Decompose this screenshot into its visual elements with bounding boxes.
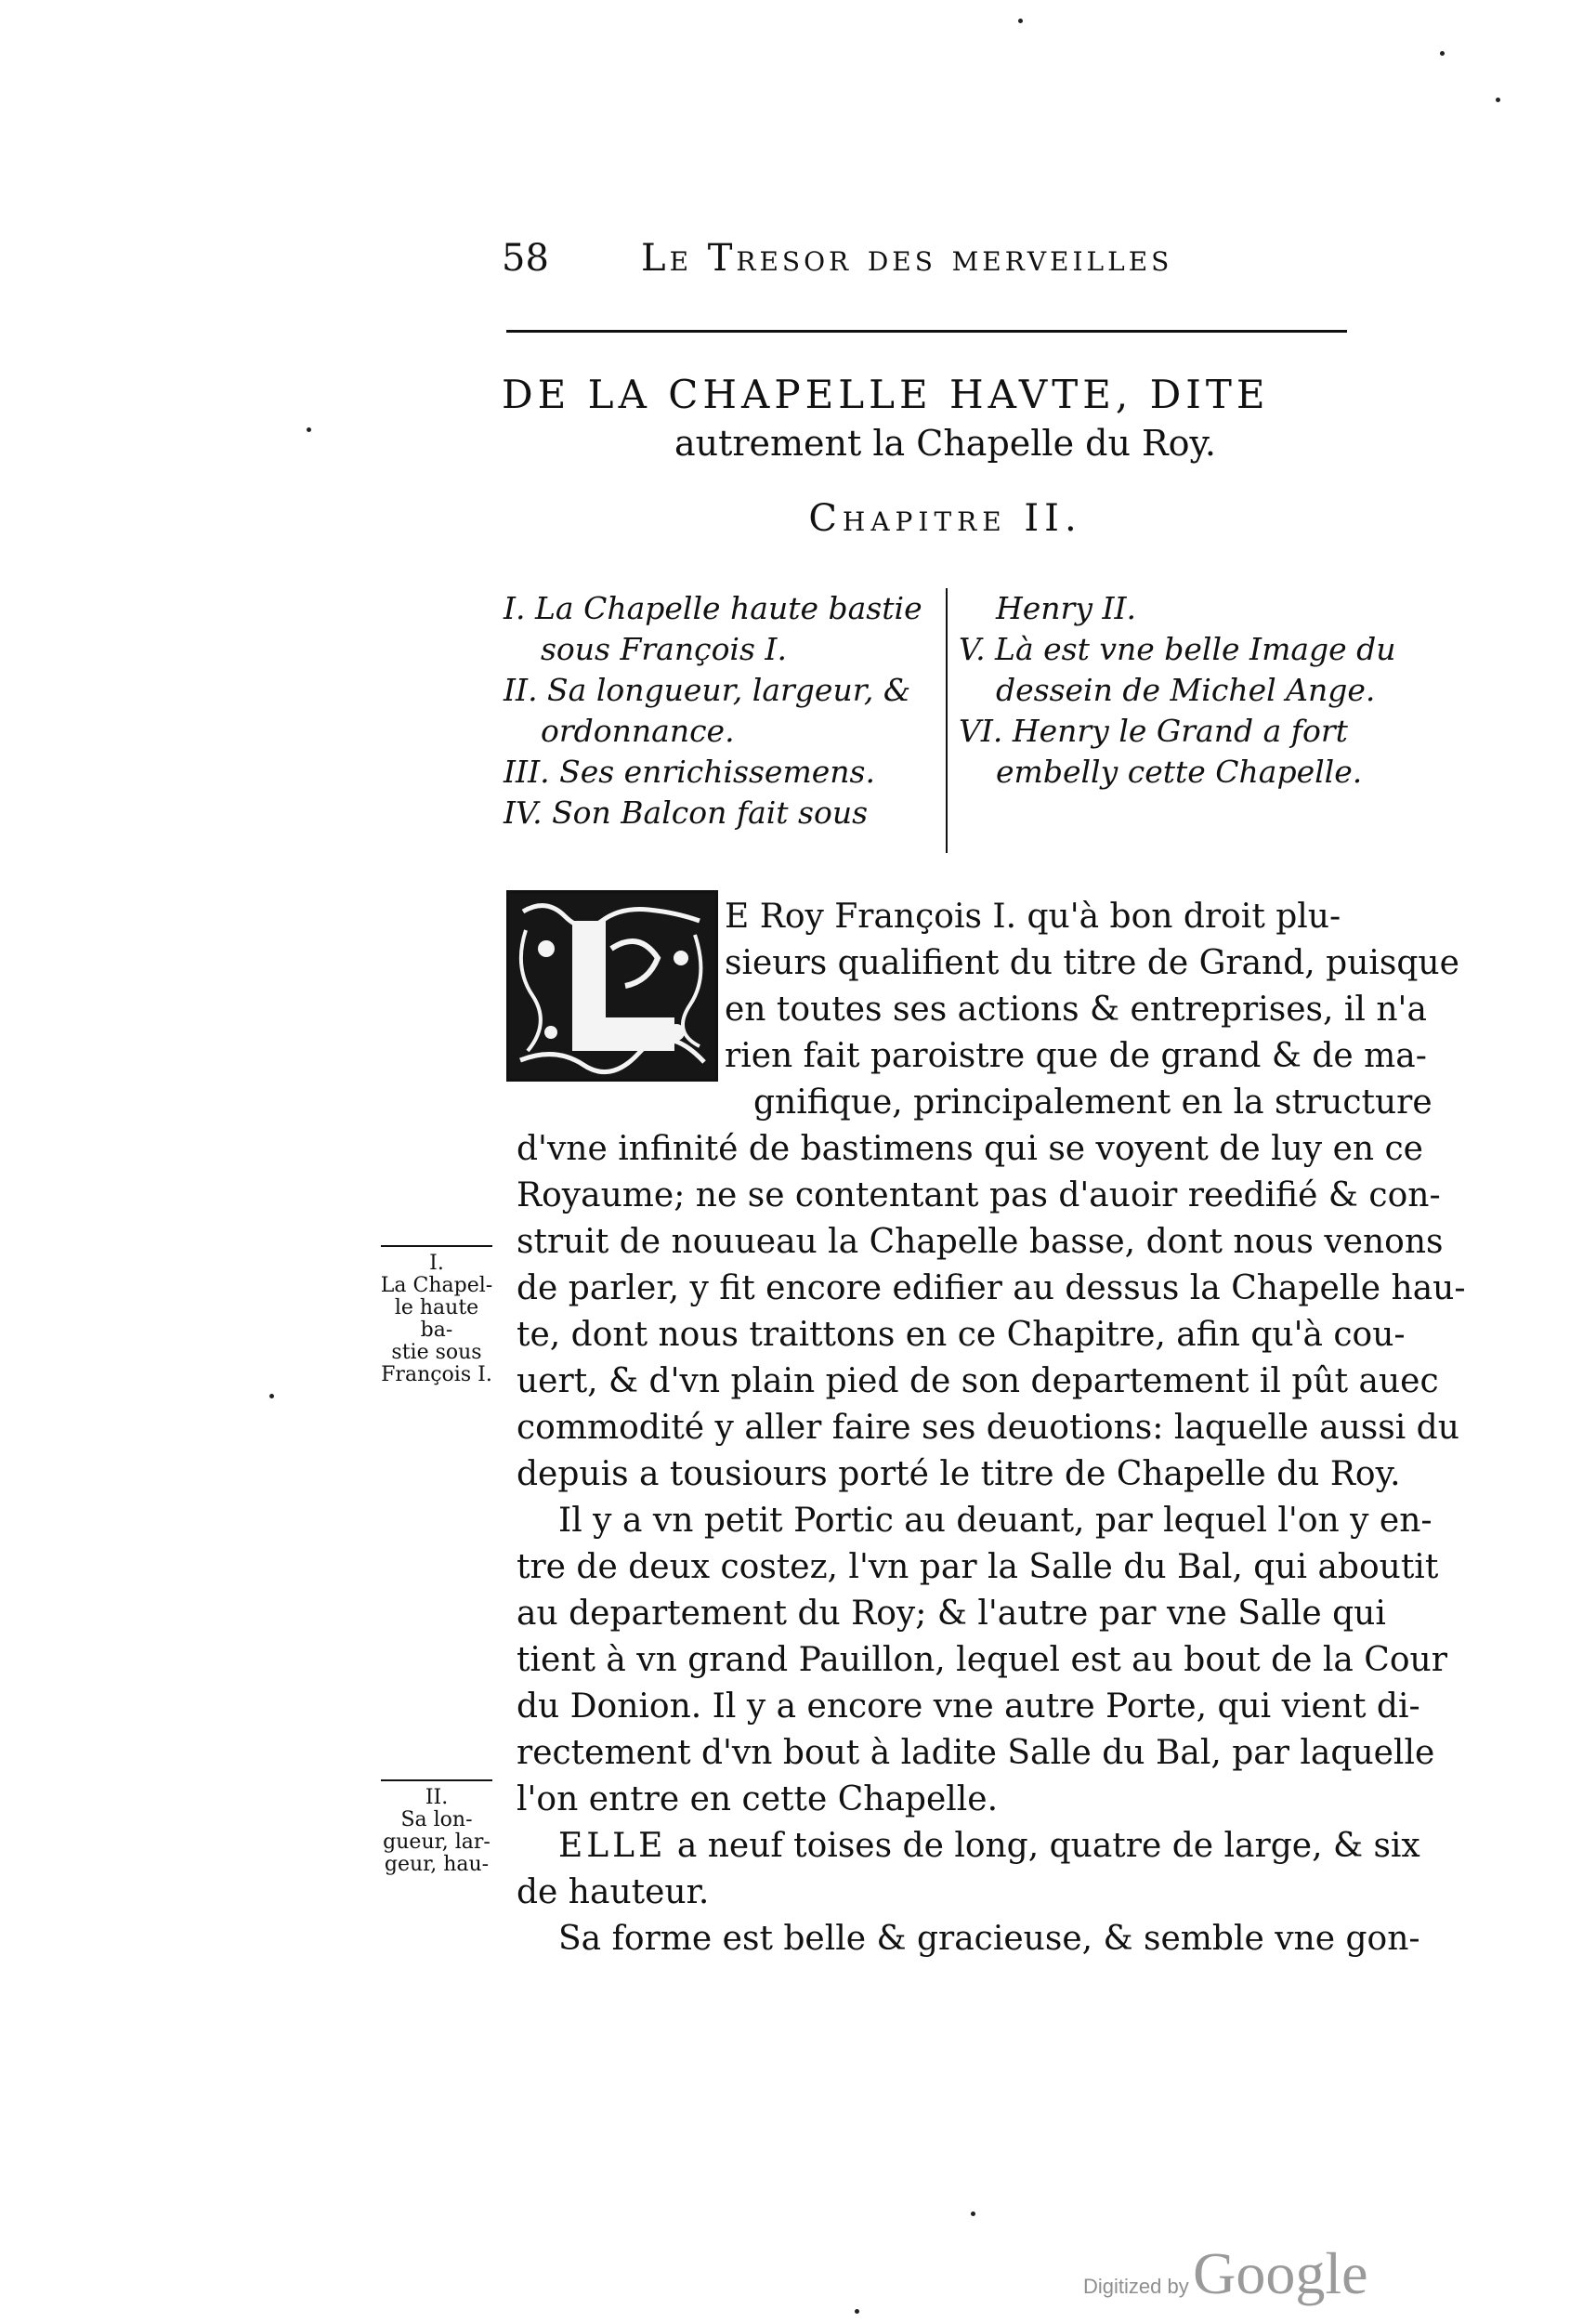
text-line: uert, & d'vn plain pied de son departement il pût auec [517,1362,1439,1400]
text-line: commodité y aller faire ses deuotions: laquelle aussi du [517,1409,1459,1447]
summary-left-column [504,588,940,833]
summary-line: sous François I. [541,631,787,667]
speck [307,427,311,432]
chapter-number: Chapitre II. [808,497,1082,540]
text-line: de hauteur. [517,1873,710,1911]
summary-line: I. La Chapelle haute bastie [504,590,922,626]
page-number: 58 [502,237,549,280]
margin-note-2 [376,1779,497,1876]
margin-line: gueur, lar- [383,1831,491,1854]
margin-note-1 [376,1245,497,1386]
speck [1440,51,1445,56]
text-line: Sa forme est belle & gracieuse, & semble vne gon- [558,1920,1420,1958]
margin-rule [381,1245,492,1247]
summary-line: Henry II. [996,590,1137,626]
text-line: de parler, y fit encore edifier au dessus la Chapelle hau- [517,1269,1466,1307]
watermark-brand: Google [1193,2240,1368,2306]
text-line: depuis a tousiours porté le titre de Chapelle du Roy. [517,1455,1401,1493]
margin-line: geur, hau- [384,1853,490,1876]
summary-line: dessein de Michel Ange. [996,672,1376,708]
text-line: l'on entre en cette Chapelle. [517,1780,999,1818]
ornament-icon [509,893,715,1079]
margin-rule [381,1779,492,1781]
margin-line: stie sous [391,1341,482,1364]
text-line: gnifique, principalement en la structure [753,1083,1432,1122]
chapter-subtitle: autrement la Chapelle du Roy. [674,423,1217,464]
paragraph-1-wrapped [725,894,1459,1080]
text-line: tient à vn grand Pauillon, lequel est au bout de la Cour [517,1641,1447,1679]
watermark-prefix: Digitized by [1083,2275,1189,2298]
text-line: struit de nouueau la Chapelle basse, dont nous venons [517,1223,1444,1261]
lead-word: ELLE [558,1827,667,1865]
text-line: te, dont nous traittons en ce Chapitre, afin qu'à cou- [517,1316,1406,1354]
text-line: tre de deux costez, l'vn par la Salle du Bal, qui aboutit [517,1548,1439,1586]
digitized-watermark [1083,2239,1418,2308]
summary-line: VI. Henry le Grand a fort [959,713,1348,749]
summary-line: IV. Son Balcon fait sous [504,794,869,831]
margin-line: II. [425,1786,449,1809]
speck [855,2309,859,2314]
text-line: E Roy François I. qu'à bon droit plu- [725,898,1341,936]
speck [1496,98,1500,102]
header-rule [506,330,1347,333]
summary-line: V. Là est vne belle Image du [959,631,1396,667]
paragraph-3 [517,1823,1420,1916]
text-line: Il y a vn petit Portic au deuant, par lequel l'on y en- [558,1502,1432,1540]
summary-line: embelly cette Chapelle. [996,754,1363,790]
decorated-initial-l-icon [506,890,718,1082]
speck [269,1394,274,1398]
margin-line: François I. [381,1363,492,1386]
text-line: rectement d'vn bout à ladite Salle du Bal, par laquelle [517,1734,1435,1772]
text-line: en toutes ses actions & entreprises, il n'a [725,991,1427,1029]
text-line: du Donion. Il y a encore vne autre Porte, qui vient di- [517,1687,1420,1726]
margin-line: Sa lon- [400,1808,473,1831]
margin-line: I. [429,1252,444,1275]
paragraph-1-last-line [517,1451,1401,1498]
chapter-title: DE LA CHAPELLE HAVTE, DITE [502,372,1270,417]
paragraph-1-continued [517,1080,1466,1451]
summary-divider [946,588,948,853]
speck [971,2211,975,2216]
summary-line: ordonnance. [541,713,735,749]
text-line: d'vne infinité de bastimens qui se voyent de luy en ce [517,1130,1423,1168]
text-line: rien fait paroistre que de grand & de ma- [725,1037,1427,1075]
text-line: au departement du Roy; & l'autre par vne Salle qui [517,1595,1386,1633]
summary-right-column [959,588,1395,793]
text-line [517,1823,1420,1870]
paragraph-2 [517,1498,1447,1823]
text-line: sieurs qualifient du titre de Grand, puisque [725,944,1459,982]
summary-line: II. Sa longueur, largeur, & [504,672,911,708]
speck [1018,19,1023,23]
margin-line: La Chapel- [380,1274,493,1297]
text-line: Royaume; ne se contentant pas d'auoir reedifié & con- [517,1176,1441,1214]
summary-line: III. Ses enrichissemens. [504,754,875,790]
text-span: a neuf toises de long, quatre de large, & six [666,1827,1420,1865]
margin-line: le haute ba- [394,1296,479,1342]
paragraph-4 [517,1916,1420,1962]
running-title: Le Tresor des merveilles [641,237,1173,280]
